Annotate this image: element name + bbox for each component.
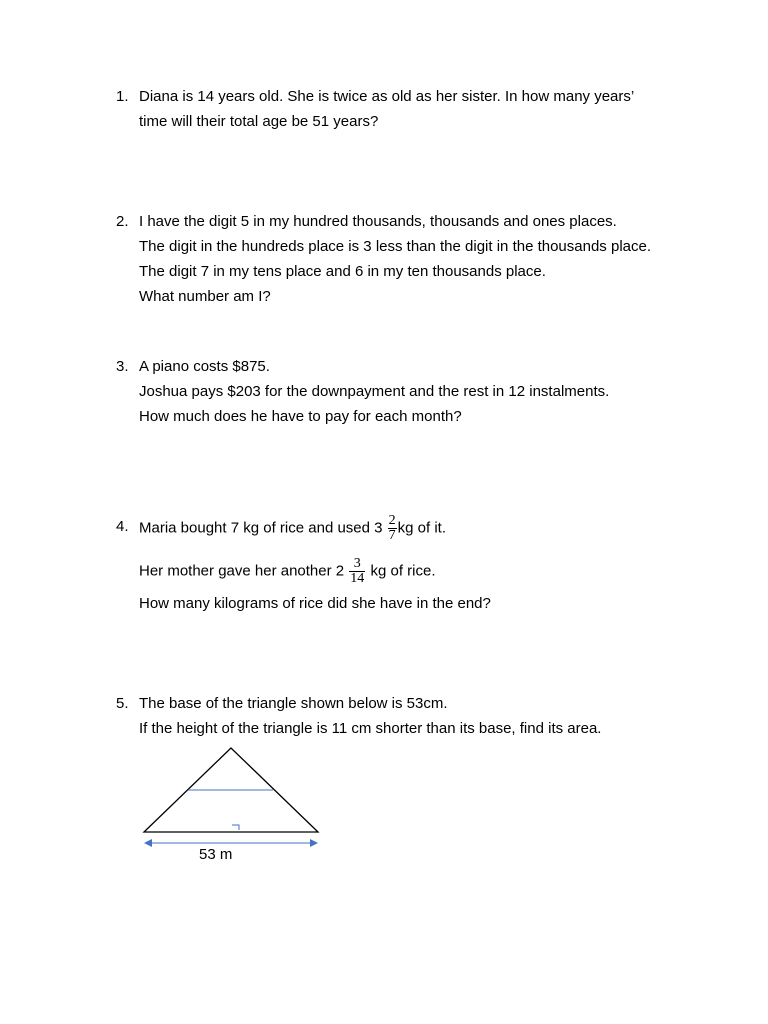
- text-before-fraction: Her mother gave her another 2: [139, 562, 349, 580]
- fraction-denominator: 14: [350, 571, 365, 586]
- fraction-numerator: 2: [388, 513, 396, 528]
- question-text: Diana is 14 years old. She is twice as old as her sister. In how many years’: [139, 88, 635, 105]
- question-text: time will their total age be 51 years?: [139, 113, 379, 130]
- mixed-number-fraction: [388, 514, 397, 543]
- question-text: The digit 7 in my tens place and 6 in my ten thousands place.: [139, 263, 546, 280]
- question-number: 5.: [116, 695, 129, 712]
- fraction-denominator: 7: [388, 528, 396, 543]
- question-text: How many kilograms of rice did she have in the end?: [139, 595, 491, 612]
- question-text: The base of the triangle shown below is 53cm.: [139, 695, 448, 712]
- mixed-number-fraction: [349, 557, 365, 586]
- triangle-diagram: [140, 745, 325, 870]
- triangle-figure: [140, 745, 325, 850]
- question-text: A piano costs $875.: [139, 358, 270, 375]
- question-text: [139, 513, 491, 543]
- text-after-fraction: kg of it.: [397, 519, 447, 537]
- question-number: 3.: [116, 358, 129, 375]
- text-before-fraction: Maria bought 7 kg of rice and used 3: [139, 519, 387, 537]
- question-text: [139, 556, 491, 586]
- base-length-label: 53 m: [199, 846, 233, 863]
- question-text: Joshua pays $203 for the downpayment and the rest in 12 instalments.: [139, 383, 610, 400]
- question-text: If the height of the triangle is 11 cm shorter than its base, find its area.: [139, 720, 602, 737]
- question-number: 4.: [116, 518, 129, 535]
- question-text: The digit in the hundreds place is 3 less than the digit in the thousands place.: [139, 238, 651, 255]
- text-after-fraction: kg of rice.: [366, 562, 436, 580]
- question-text: How much does he have to pay for each month?: [139, 408, 462, 425]
- question-text: I have the digit 5 in my hundred thousands, thousands and ones places.: [139, 213, 617, 230]
- right-angle-marker: [232, 825, 239, 830]
- question-text: What number am I?: [139, 288, 271, 305]
- question-number: 1.: [116, 88, 129, 105]
- fraction-numerator: 3: [353, 556, 361, 571]
- question-number: 2.: [116, 213, 129, 230]
